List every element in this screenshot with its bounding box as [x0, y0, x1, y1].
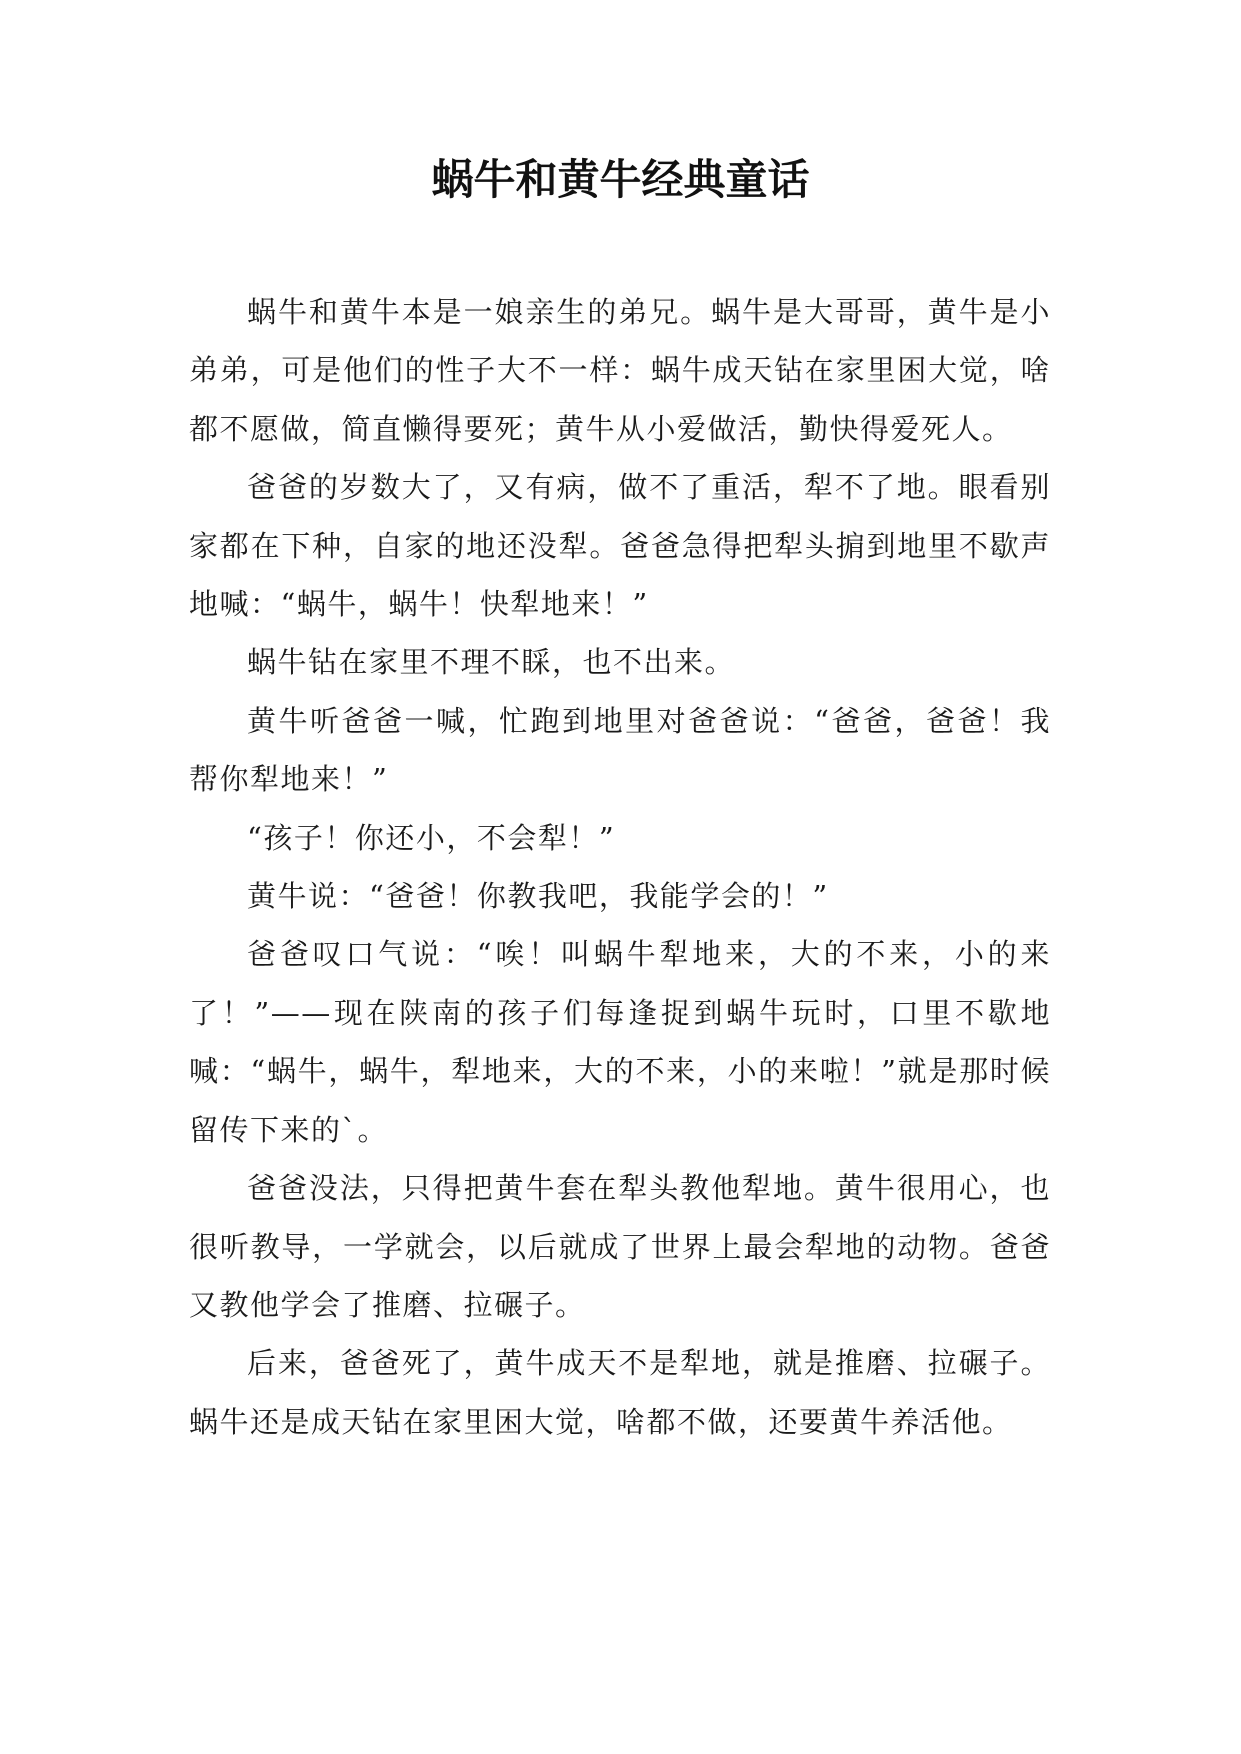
- paragraph-1: 蜗牛和黄牛本是一娘亲生的弟兄。蜗牛是大哥哥，黄牛是小弟弟，可是他们的性子大不一样：蜗牛成天钻在家里困大觉，啥都不愿做，简直懒得要死；黄牛从小爱做活，勤快得爱死人。: [189, 295, 1051, 446]
- paragraph-5: “孩子！你还小，不会犁！”: [247, 820, 616, 855]
- paragraph-3: 蜗牛钻在家里不理不睬，也不出来。: [247, 645, 736, 680]
- paragraph-4: 黄牛听爸爸一喊，忙跑到地里对爸爸说：“爸爸，爸爸！我帮你犁地来！”: [189, 703, 1051, 797]
- paragraph-6: 黄牛说：“爸爸！你教我吧，我能学会的！”: [247, 879, 829, 914]
- paragraph-2: 爸爸的岁数大了，又有病，做不了重活，犁不了地。眼看别家都在下种，自家的地还没犁。爸爸急得把犁头掮到地里不歇声地喊：“蜗牛，蜗牛！快犁地来！”: [189, 470, 1051, 622]
- paragraph-7: 爸爸叹口气说：“唉！叫蜗牛犁地来，大的不来，小的来了！”——现在陕南的孩子们每逢捉到蜗牛玩时，口里不歇地喊：“蜗牛，蜗牛，犁地来，大的不来，小的来啦！”就是那时候留传下来的`。: [189, 937, 1051, 1147]
- page-title: 蜗牛和黄牛经典童话: [431, 155, 810, 204]
- document-body: [189, 283, 1051, 1451]
- paragraph-9: 后来，爸爸死了，黄牛成天不是犁地，就是推磨、拉碾子。蜗牛还是成天钻在家里困大觉，啥都不做，还要黄牛养活他。: [189, 1346, 1051, 1439]
- paragraph-8: 爸爸没法，只得把黄牛套在犁头教他犁地。黄牛很用心，也很听教导，一学就会，以后就成了世界上最会犁地的动物。爸爸又教他学会了推磨、拉碾子。: [189, 1171, 1051, 1322]
